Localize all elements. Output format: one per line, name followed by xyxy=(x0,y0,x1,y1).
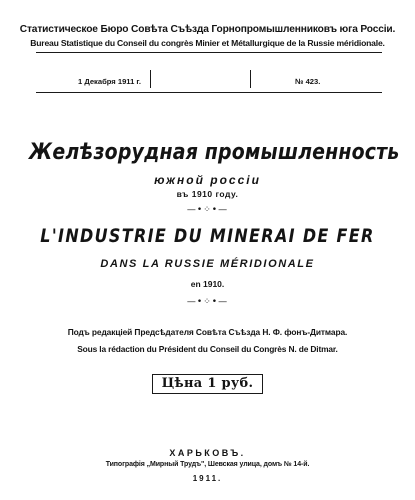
ornament-icon: —•⁘•— xyxy=(186,205,229,215)
header-rule-bottom xyxy=(36,92,382,93)
imprint-year: 1911. xyxy=(192,474,223,483)
imprint-press: Типографія „Мирный Трудъ", Шевская улица, домъ № 14-й. xyxy=(105,461,310,468)
ornament-icon: —•⁘•— xyxy=(186,297,229,307)
imprint-city: ХАРЬКОВЪ. xyxy=(169,448,246,458)
organization-ru: Статистическое Бюро Совѣта Съѣзда Горнопромышленниковъ юга Россіи. xyxy=(19,24,396,35)
year-fr: en 1910. xyxy=(190,279,225,289)
price-box: Цѣна 1 руб. xyxy=(152,374,264,394)
header-divider-left xyxy=(150,70,151,88)
issue-number: № 423. xyxy=(295,77,321,86)
issue-date: 1 Декабря 1911 г. xyxy=(78,77,141,86)
header-rule-top xyxy=(36,52,382,53)
editor-ru: Подъ редакціей Предсѣдателя Совѣта Съѣзда Н. Ф. фонъ-Дитмара. xyxy=(67,327,348,337)
year-ru: въ 1910 году. xyxy=(176,189,239,199)
title-fr: L'INDUSTRIE DU MINERAI DE FER xyxy=(40,225,375,247)
subtitle-ru: южной россіи xyxy=(154,173,261,187)
organization-fr: Bureau Statistique du Conseil du congrès Minier et Métallurgique de la Russie méridionale. xyxy=(30,38,385,48)
subtitle-fr: DANS LA RUSSIE MÉRIDIONALE xyxy=(100,258,315,270)
header-divider-right xyxy=(250,70,251,88)
editor-fr: Sous la rédaction du Président du Conseil du Congrès N. de Ditmar. xyxy=(77,344,338,354)
title-ru: Желѣзорудная промышленность xyxy=(29,140,400,165)
price-container xyxy=(0,374,415,394)
